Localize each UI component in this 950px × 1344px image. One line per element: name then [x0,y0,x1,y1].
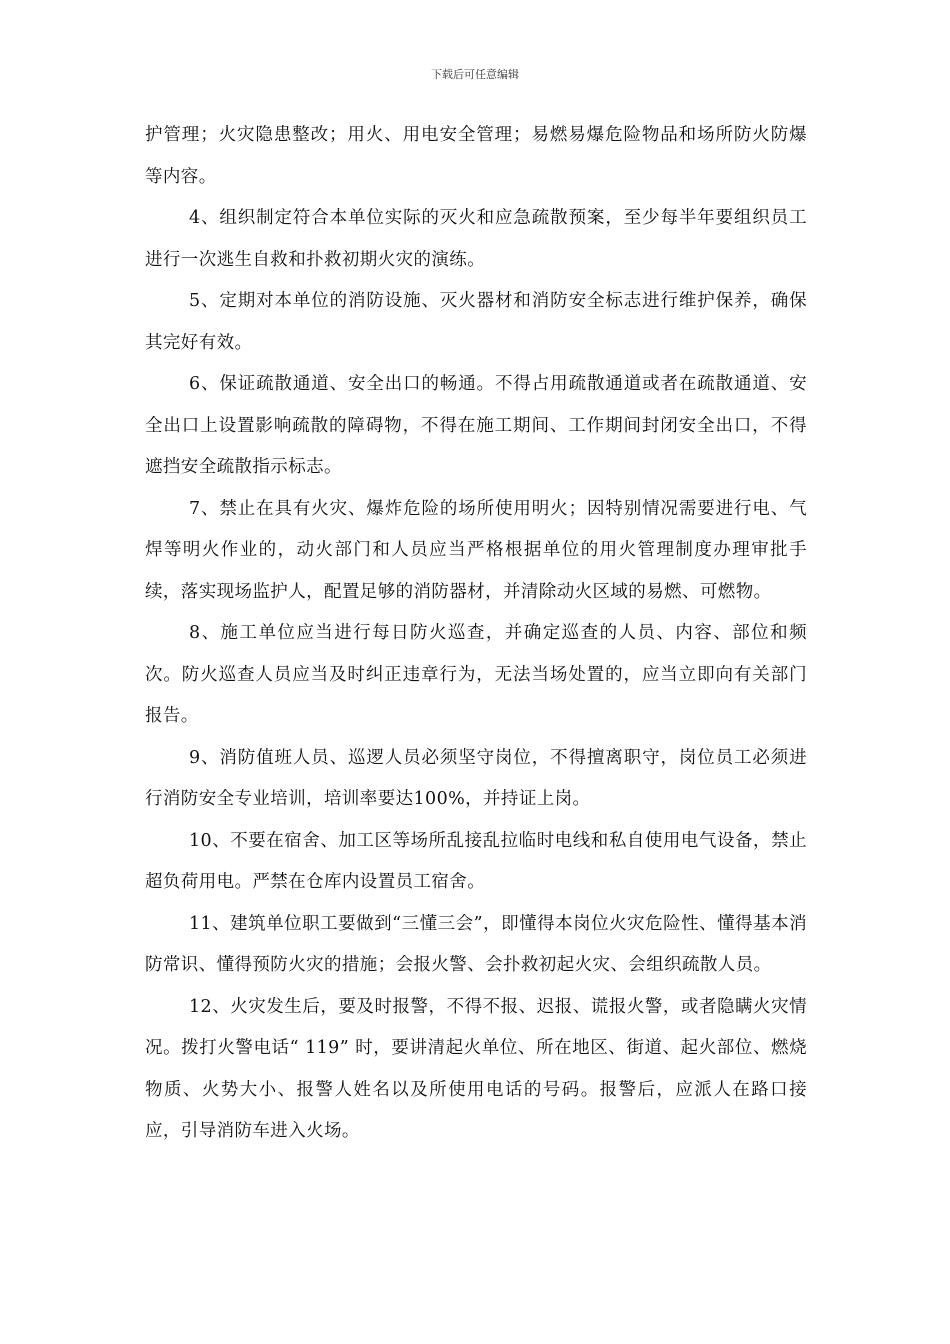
paragraph-item-5: 5、定期对本单位的消防设施、灭火器材和消防安全标志进行维护保养，确保其完好有效。 [145,291,807,353]
document-body [145,115,807,1153]
paragraph-item-8: 8、施工单位应当进行每日防火巡查，并确定巡查的人员、内容、部位和频次。防火巡查人员应当及时纠正违章行为，无法当场处置的，应当立即向有关部门报告。 [145,623,807,726]
paragraph-item-10: 10、不要在宿舍、加工区等场所乱接乱拉临时电线和私自使用电气设备，禁止超负荷用电。严禁在仓库内设置员工宿舍。 [145,830,807,892]
paragraph-item-6: 6、保证疏散通道、安全出口的畅通。不得占用疏散通道或者在疏散通道、安全出口上设置影响疏散的障碍物，不得在施工期间、工作期间封闭安全出口，不得遮挡安全疏散指示标志。 [145,374,807,477]
paragraph-item-9: 9、消防值班人员、巡逻人员必须坚守岗位，不得擅离职守，岗位员工必须进行消防安全专业培训，培训率要达100%，并持证上岗。 [145,747,807,809]
paragraph-item-4: 4、组织制定符合本单位实际的灭火和应急疏散预案，至少每半年要组织员工进行一次逃生自救和扑救初期火灾的演练。 [145,208,807,270]
paragraph-item-11: 11、建筑单位职工要做到“三懂三会”，即懂得本岗位火灾危险性、懂得基本消防常识、懂得预防火灾的措施；会报火警、会扑救初起火灾、会组织疏散人员。 [145,913,807,975]
paragraph-item-7: 7、禁止在具有火灾、爆炸危险的场所使用明火；因特别情况需要进行电、气焊等明火作业的，动火部门和人员应当严格根据单位的用火管理制度办理审批手续，落实现场监护人，配置足够的消防器材，并清除动火区域的易燃、可燃物。 [145,498,807,602]
paragraph-continuation: 护管理；火灾隐患整改；用火、用电安全管理；易燃易爆危险物品和场所防火防爆等内容。 [145,125,807,187]
paragraph-item-12: 12、火灾发生后，要及时报警，不得不报、迟报、谎报火警，或者隐瞒火灾情况。拨打火警电话“ 119” 时，要讲清起火单位、所在地区、街道、起火部位、燃烧物质、火势大小、报警人姓名以及所使用电话的号码。报警后，应派人在路口接应，引导消防车进入火场。 [145,996,807,1141]
page-header: 下载后可任意编辑 [431,68,519,81]
